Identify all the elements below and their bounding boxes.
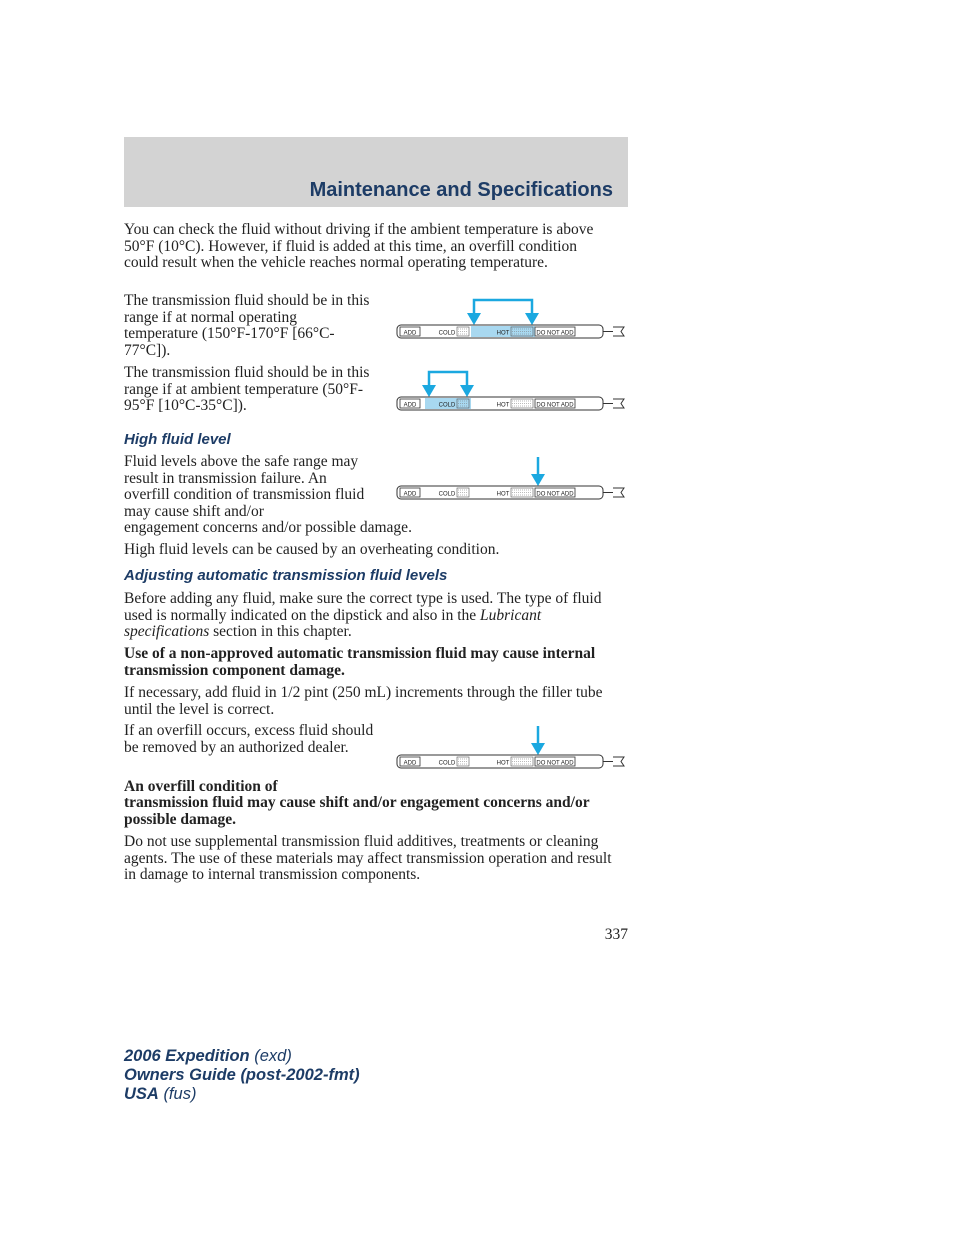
lubricant-spec-reference: Lubricant specifications [124, 606, 542, 640]
adjust-heading: Adjusting automatic transmission fluid levels [124, 567, 448, 584]
arrow-head-right [525, 313, 539, 325]
cold-label: COLD [438, 760, 456, 767]
page-number: 337 [604, 926, 628, 943]
dipstick-high-level-diagram [383, 457, 631, 507]
add-label: ADD [403, 760, 417, 767]
add-fluid-paragraph: If necessary, add fluid in 1/2 pint (250 mL) increments through the filler tube until the level is correct. [124, 684, 603, 718]
dipstick-cold-range-diagram [383, 368, 631, 418]
cold-label: COLD [438, 330, 456, 337]
high-fluid-text-b: engagement concerns and/or possible damage. [124, 519, 412, 536]
warning-overfill-a: An overfill condition of [124, 778, 278, 795]
dipstick-hot-range-diagram [383, 296, 631, 346]
footer-line-3: USA (fus) [124, 1085, 197, 1103]
high-fluid-heading: High fluid level [124, 431, 231, 448]
footer-line-1: 2006 Expedition (exd) [124, 1047, 292, 1065]
warning-non-approved-fluid: Use of a non-approved automatic transmission fluid may cause internal transmission component damage. [124, 645, 596, 679]
warning-overfill-b: transmission fluid may cause shift and/or engagement concerns and/or possible damage. [124, 794, 590, 828]
dipstick-handle [613, 399, 624, 408]
arrow-head-right [460, 385, 474, 397]
hot-label: HOT [496, 491, 510, 498]
do-not-add-label: DO NOT ADD [536, 330, 574, 337]
dipstick-overfill-diagram [383, 726, 631, 776]
do-not-add-label: DO NOT ADD [536, 491, 574, 498]
hot-label: HOT [496, 330, 510, 337]
footer-line-2: Owners Guide (post-2002-fmt) [124, 1066, 360, 1084]
level-arrow-head [531, 474, 545, 486]
section-header [124, 137, 628, 207]
overfill-removal-paragraph: If an overfill occurs, excess fluid should be removed by an authorized dealer. [124, 722, 374, 756]
normal-range-paragraph: The transmission fluid should be in this range if at normal operating temperature (150°F-170°F [66°C-77°C]). [124, 292, 370, 359]
do-not-add-label: DO NOT ADD [536, 760, 574, 767]
dipstick-handle [613, 488, 624, 497]
arrow-head-left [422, 385, 436, 397]
add-label: ADD [403, 402, 417, 409]
bracket-arrow-shaft [474, 300, 532, 316]
level-arrow-head [531, 743, 545, 755]
overheating-paragraph: High fluid levels can be caused by an overheating condition. [124, 541, 500, 558]
dipstick-handle [613, 757, 624, 766]
intro-paragraph: You can check the fluid without driving if the ambient temperature is above 50°F (10°C). However, if fluid is added at this time, an overfill condition could result when the vehicle reaches normal operating temperature. [124, 221, 594, 271]
ambient-range-paragraph: The transmission fluid should be in this range if at ambient temperature (50°F-95°F [10°C-35°C]). [124, 364, 370, 414]
dipstick-handle [613, 327, 624, 336]
additives-paragraph: Do not use supplemental transmission fluid additives, treatments or cleaning agents. The use of these materials may affect transmission operation and result in damage to internal transmission components. [124, 833, 612, 883]
add-label: ADD [403, 491, 417, 498]
hot-label: HOT [496, 760, 510, 767]
high-fluid-text-a: Fluid levels above the safe range may result in transmission failure. An overfill condition of transmission fluid may cause shift and/or [124, 453, 365, 520]
hot-label: HOT [496, 402, 510, 409]
cold-label: COLD [438, 402, 456, 409]
add-label: ADD [403, 330, 417, 337]
do-not-add-label: DO NOT ADD [536, 402, 574, 409]
arrow-head-left [467, 313, 481, 325]
adjust-paragraph: Before adding any fluid, make sure the correct type is used. The type of fluid used is normally indicated on the dipstick and also in the Lubricant specifications section in this chapter. [124, 590, 602, 640]
section-title: Maintenance and Specifications [309, 179, 613, 201]
cold-label: COLD [438, 491, 456, 498]
